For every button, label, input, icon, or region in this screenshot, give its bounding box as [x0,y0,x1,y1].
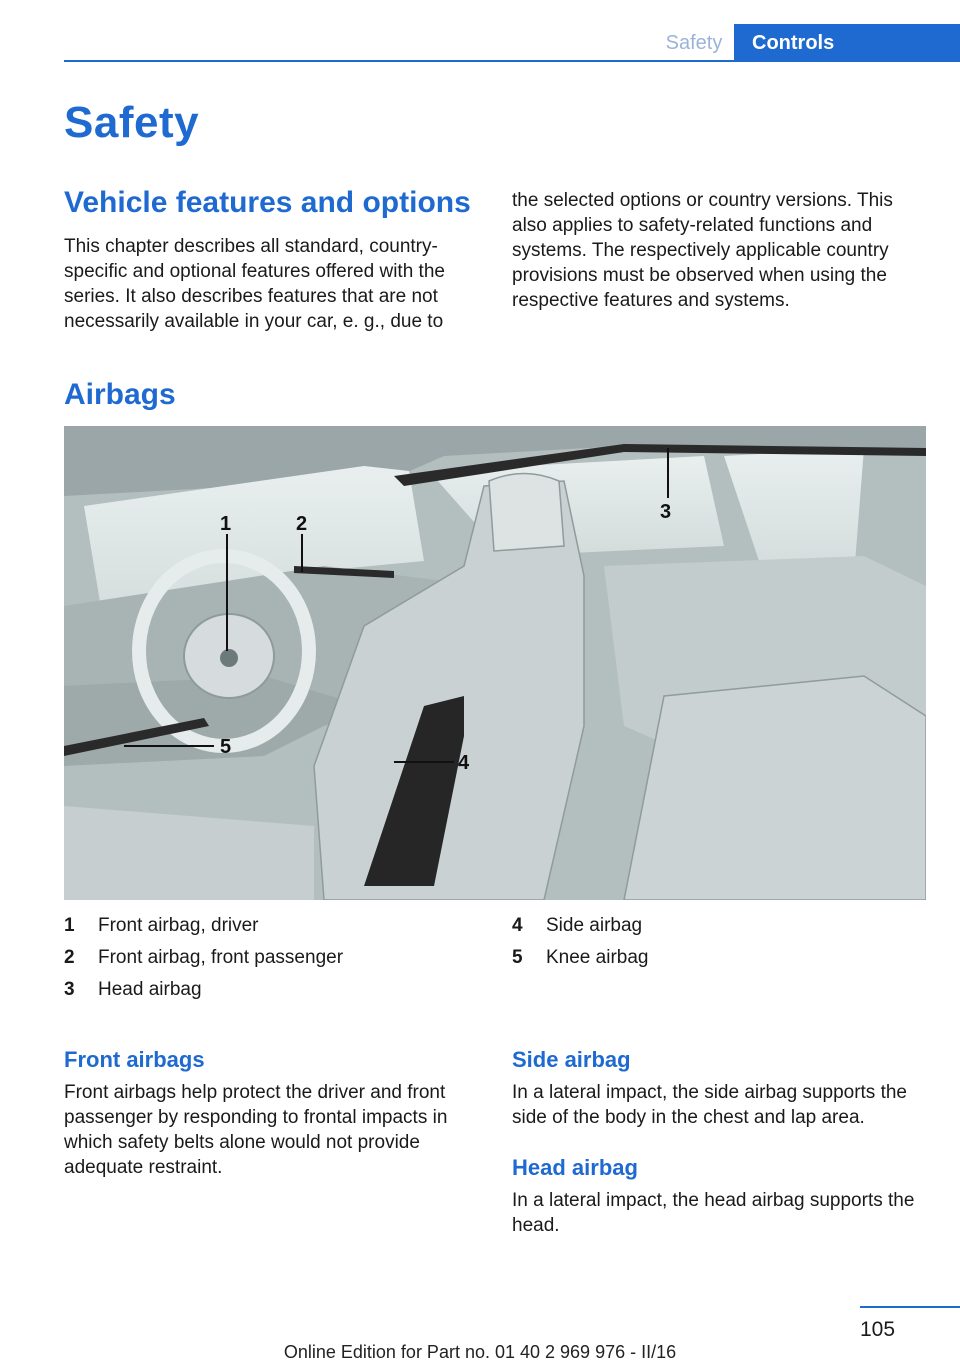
airbag-legend-left [64,910,343,1006]
legend-number: 4 [512,915,523,936]
airbag-locations-figure [64,426,926,900]
legend-number: 2 [64,947,75,968]
car-interior-illustration [64,426,926,900]
callout-2: 2 [296,513,308,535]
legend-item [64,910,343,942]
front-airbags-text: Front airbags help protect the driver and front passenger by responding to frontal impacts in which safety belts alone would not provide adequate restraint. [64,1082,448,1178]
vehicle-features-heading: Vehicle features and options [64,186,471,219]
edition-footer: Online Edition for Part no. 01 40 2 969 976 - II/16 [283,1342,677,1362]
front-airbags-heading: Front airbags [64,1047,205,1072]
callout-5: 5 [220,736,232,758]
header-chapter-tab[interactable]: Controls [734,24,960,62]
head-airbag-heading: Head airbag [512,1155,638,1180]
legend-number: 3 [64,979,75,1000]
vehicle-features-text-left: This chapter describes all standard, country-specific and optional features offered with the series. It also describes features that are not necessarily available in your car, e. g., due to [64,236,445,332]
vehicle-features-text-right: the selected options or country versions. This also applies to safety-related functions and systems. The respectively applicable country provisions must be observed when using the respective features and systems. [512,190,893,311]
legend-label: Knee airbag [546,947,649,968]
header-tabs [654,24,960,62]
head-airbag-text: In a lateral impact, the head airbag supports the head. [512,1190,915,1236]
callout-3: 3 [660,501,672,523]
legend-number: 1 [64,915,75,936]
side-airbag-text: In a lateral impact, the side airbag supports the side of the body in the chest and lap area. [512,1082,908,1128]
page-number: 105 [860,1318,896,1341]
legend-label: Side airbag [546,915,643,936]
legend-label: Front airbag, driver [98,915,259,936]
legend-item [64,974,343,1006]
header-divider [64,60,960,62]
header-section-tab[interactable]: Safety [665,31,723,54]
footer-divider [860,1306,960,1308]
legend-label: Head airbag [98,979,202,1000]
airbags-heading: Airbags [64,378,176,411]
legend-item [512,910,648,942]
chapter-title: Safety [64,98,200,147]
legend-label: Front airbag, front passenger [98,947,344,968]
legend-item [512,942,648,974]
airbag-legend-right [512,910,648,974]
legend-number: 5 [512,947,523,968]
side-airbag-heading: Side airbag [512,1047,631,1072]
legend-item [64,942,343,974]
callout-4: 4 [458,752,470,774]
callout-1: 1 [220,513,232,535]
